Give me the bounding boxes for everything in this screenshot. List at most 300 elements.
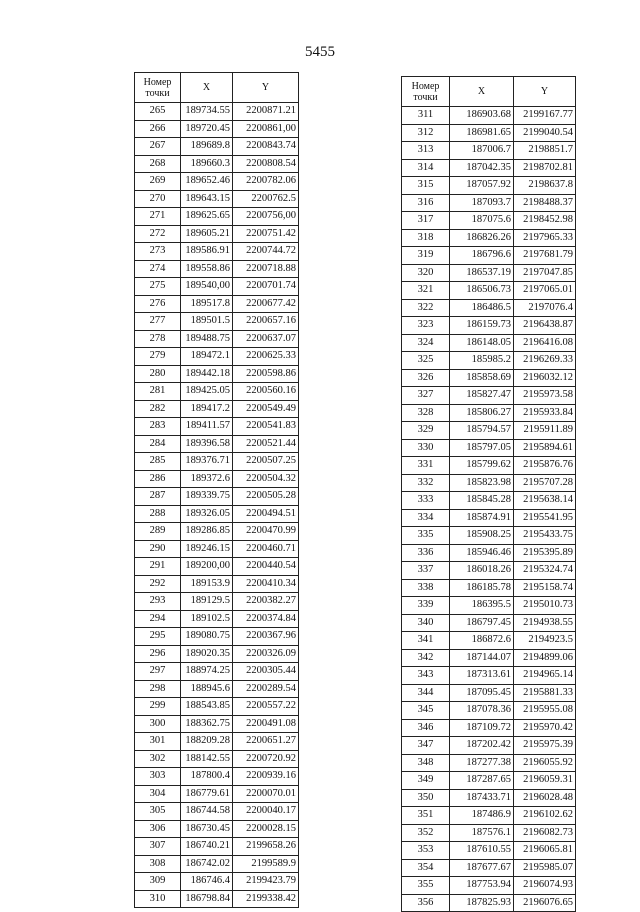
table-row xyxy=(135,453,299,471)
cell-point-number: 266 xyxy=(135,120,181,138)
cell-y: 2200718.88 xyxy=(233,260,299,278)
table-row xyxy=(402,159,576,177)
cell-x: 189396.58 xyxy=(181,435,233,453)
table-row xyxy=(402,107,576,125)
cell-y: 2200756,00 xyxy=(233,208,299,226)
cell-x: 185797.05 xyxy=(450,439,514,457)
cell-y: 2195010.73 xyxy=(514,597,576,615)
cell-x: 187800.4 xyxy=(181,768,233,786)
cell-y: 2199658.26 xyxy=(233,838,299,856)
coordinates-table-right xyxy=(401,76,576,912)
cell-x: 189652.46 xyxy=(181,173,233,191)
cell-y: 2194938.55 xyxy=(514,614,576,632)
cell-point-number: 293 xyxy=(135,593,181,611)
page-number: 5455 xyxy=(305,44,335,60)
cell-point-number: 299 xyxy=(135,698,181,716)
cell-y: 2196102.62 xyxy=(514,807,576,825)
cell-x: 187677.67 xyxy=(450,859,514,877)
table-row xyxy=(135,138,299,156)
table-row xyxy=(135,365,299,383)
cell-y: 2200720.92 xyxy=(233,750,299,768)
table-header-row xyxy=(402,77,576,107)
cell-x: 189425.05 xyxy=(181,383,233,401)
cell-y: 2197965.33 xyxy=(514,229,576,247)
cell-x: 188142.55 xyxy=(181,750,233,768)
cell-point-number: 316 xyxy=(402,194,450,212)
table-row xyxy=(135,855,299,873)
table-row xyxy=(402,842,576,860)
table-row xyxy=(135,750,299,768)
cell-x: 189720.45 xyxy=(181,120,233,138)
table-row xyxy=(402,667,576,685)
cell-x: 186185.78 xyxy=(450,579,514,597)
table-row xyxy=(402,684,576,702)
table-row xyxy=(402,719,576,737)
table-row xyxy=(402,824,576,842)
cell-point-number: 328 xyxy=(402,404,450,422)
cell-point-number: 354 xyxy=(402,859,450,877)
cell-x: 187006.7 xyxy=(450,142,514,160)
cell-y: 2195324.74 xyxy=(514,562,576,580)
cell-x: 185908.25 xyxy=(450,527,514,545)
cell-point-number: 294 xyxy=(135,610,181,628)
table-row xyxy=(402,544,576,562)
table-row xyxy=(135,785,299,803)
cell-y: 2199167.77 xyxy=(514,107,576,125)
cell-point-number: 296 xyxy=(135,645,181,663)
cell-point-number: 277 xyxy=(135,313,181,331)
cell-x: 186018.26 xyxy=(450,562,514,580)
cell-y: 2200557.22 xyxy=(233,698,299,716)
cell-point-number: 350 xyxy=(402,789,450,807)
cell-point-number: 283 xyxy=(135,418,181,436)
cell-x: 187144.07 xyxy=(450,649,514,667)
cell-point-number: 297 xyxy=(135,663,181,681)
cell-x: 187576.1 xyxy=(450,824,514,842)
cell-x: 189326.05 xyxy=(181,505,233,523)
cell-y: 2200560.16 xyxy=(233,383,299,401)
table-row xyxy=(402,737,576,755)
cell-point-number: 348 xyxy=(402,754,450,772)
cell-x: 189501.5 xyxy=(181,313,233,331)
table-row xyxy=(135,225,299,243)
cell-y: 2200625.33 xyxy=(233,348,299,366)
cell-y: 2195881.33 xyxy=(514,684,576,702)
cell-point-number: 347 xyxy=(402,737,450,755)
cell-point-number: 298 xyxy=(135,680,181,698)
cell-x: 186395.5 xyxy=(450,597,514,615)
cell-y: 2200657.16 xyxy=(233,313,299,331)
cell-x: 185827.47 xyxy=(450,387,514,405)
cell-x: 186746.4 xyxy=(181,873,233,891)
cell-y: 2200028.15 xyxy=(233,820,299,838)
table-row xyxy=(402,649,576,667)
cell-point-number: 301 xyxy=(135,733,181,751)
cell-point-number: 313 xyxy=(402,142,450,160)
cell-x: 185985.2 xyxy=(450,352,514,370)
cell-y: 2200677.42 xyxy=(233,295,299,313)
cell-point-number: 278 xyxy=(135,330,181,348)
table-row xyxy=(135,505,299,523)
table-row xyxy=(402,894,576,912)
table-row xyxy=(402,387,576,405)
cell-point-number: 321 xyxy=(402,282,450,300)
cell-y: 2198851.7 xyxy=(514,142,576,160)
table-row xyxy=(402,702,576,720)
cell-x: 187078.36 xyxy=(450,702,514,720)
cell-x: 189488.75 xyxy=(181,330,233,348)
cell-y: 2195638.14 xyxy=(514,492,576,510)
cell-point-number: 343 xyxy=(402,667,450,685)
cell-x: 189472.1 xyxy=(181,348,233,366)
cell-point-number: 310 xyxy=(135,890,181,908)
cell-x: 185858.69 xyxy=(450,369,514,387)
cell-point-number: 352 xyxy=(402,824,450,842)
table-row xyxy=(135,838,299,856)
cell-y: 2198637.8 xyxy=(514,177,576,195)
cell-y: 2196082.73 xyxy=(514,824,576,842)
cell-y: 2195541.95 xyxy=(514,509,576,527)
cell-y: 2200701.74 xyxy=(233,278,299,296)
table-row xyxy=(402,124,576,142)
cell-y: 2195975.39 xyxy=(514,737,576,755)
cell-point-number: 274 xyxy=(135,260,181,278)
cell-point-number: 329 xyxy=(402,422,450,440)
table-row xyxy=(402,632,576,650)
cell-y: 2196074.93 xyxy=(514,877,576,895)
table-row xyxy=(402,877,576,895)
cell-point-number: 327 xyxy=(402,387,450,405)
cell-point-number: 315 xyxy=(402,177,450,195)
cell-point-number: 342 xyxy=(402,649,450,667)
cell-y: 2200651.27 xyxy=(233,733,299,751)
cell-point-number: 308 xyxy=(135,855,181,873)
table-row xyxy=(135,768,299,786)
cell-x: 187610.55 xyxy=(450,842,514,860)
cell-point-number: 305 xyxy=(135,803,181,821)
cell-y: 2200070.01 xyxy=(233,785,299,803)
table-row xyxy=(402,527,576,545)
cell-y: 2200541.83 xyxy=(233,418,299,436)
cell-y: 2200470.99 xyxy=(233,523,299,541)
cell-point-number: 287 xyxy=(135,488,181,506)
cell-y: 2196416.08 xyxy=(514,334,576,352)
cell-y: 2196438.87 xyxy=(514,317,576,335)
table-row xyxy=(402,614,576,632)
cell-point-number: 337 xyxy=(402,562,450,580)
cell-y: 2194965.14 xyxy=(514,667,576,685)
cell-point-number: 355 xyxy=(402,877,450,895)
cell-point-number: 356 xyxy=(402,894,450,912)
cell-x: 188945.6 xyxy=(181,680,233,698)
cell-x: 189102.5 xyxy=(181,610,233,628)
table-row xyxy=(135,120,299,138)
cell-x: 186796.6 xyxy=(450,247,514,265)
cell-point-number: 307 xyxy=(135,838,181,856)
cell-y: 2200410.34 xyxy=(233,575,299,593)
cell-x: 186826.26 xyxy=(450,229,514,247)
cell-y: 2195985.07 xyxy=(514,859,576,877)
cell-point-number: 285 xyxy=(135,453,181,471)
cell-point-number: 269 xyxy=(135,173,181,191)
cell-x: 189605.21 xyxy=(181,225,233,243)
cell-x: 186744.58 xyxy=(181,803,233,821)
cell-y: 2200507.25 xyxy=(233,453,299,471)
table-row xyxy=(135,295,299,313)
cell-x: 187095.45 xyxy=(450,684,514,702)
header-y: Y xyxy=(233,73,299,103)
cell-x: 186903.68 xyxy=(450,107,514,125)
cell-point-number: 273 xyxy=(135,243,181,261)
cell-y: 2196269.33 xyxy=(514,352,576,370)
table-row xyxy=(135,540,299,558)
cell-x: 189558.86 xyxy=(181,260,233,278)
cell-y: 2198702.81 xyxy=(514,159,576,177)
cell-point-number: 326 xyxy=(402,369,450,387)
table-row xyxy=(135,383,299,401)
cell-y: 2200382.27 xyxy=(233,593,299,611)
cell-x: 186779.61 xyxy=(181,785,233,803)
table-row xyxy=(135,628,299,646)
cell-point-number: 325 xyxy=(402,352,450,370)
cell-x: 187093.7 xyxy=(450,194,514,212)
table-row xyxy=(402,789,576,807)
cell-y: 2199338.42 xyxy=(233,890,299,908)
table-row xyxy=(402,859,576,877)
cell-x: 189689.8 xyxy=(181,138,233,156)
table-row xyxy=(135,715,299,733)
cell-y: 2195911.89 xyxy=(514,422,576,440)
cell-y: 2195876.76 xyxy=(514,457,576,475)
cell-y: 2195894.61 xyxy=(514,439,576,457)
table-row xyxy=(135,733,299,751)
cell-point-number: 353 xyxy=(402,842,450,860)
header-x: X xyxy=(450,77,514,107)
cell-x: 186798.84 xyxy=(181,890,233,908)
cell-y: 2196028.48 xyxy=(514,789,576,807)
table-row xyxy=(402,177,576,195)
cell-point-number: 333 xyxy=(402,492,450,510)
cell-point-number: 317 xyxy=(402,212,450,230)
cell-y: 2198488.37 xyxy=(514,194,576,212)
cell-x: 187486.9 xyxy=(450,807,514,825)
cell-x: 188362.75 xyxy=(181,715,233,733)
cell-point-number: 324 xyxy=(402,334,450,352)
cell-point-number: 271 xyxy=(135,208,181,226)
table-row xyxy=(135,260,299,278)
table-row xyxy=(135,348,299,366)
cell-point-number: 341 xyxy=(402,632,450,650)
cell-x: 189660.3 xyxy=(181,155,233,173)
table-row xyxy=(402,369,576,387)
cell-point-number: 279 xyxy=(135,348,181,366)
table-row xyxy=(402,807,576,825)
cell-x: 188209.28 xyxy=(181,733,233,751)
cell-y: 2194899.06 xyxy=(514,649,576,667)
cell-y: 2196065.81 xyxy=(514,842,576,860)
table-row xyxy=(135,873,299,891)
table-row xyxy=(402,422,576,440)
cell-x: 186159.73 xyxy=(450,317,514,335)
table-row xyxy=(135,698,299,716)
cell-x: 187313.61 xyxy=(450,667,514,685)
cell-point-number: 335 xyxy=(402,527,450,545)
cell-point-number: 339 xyxy=(402,597,450,615)
cell-point-number: 345 xyxy=(402,702,450,720)
cell-point-number: 303 xyxy=(135,768,181,786)
cell-point-number: 282 xyxy=(135,400,181,418)
cell-point-number: 265 xyxy=(135,103,181,121)
table-row xyxy=(402,229,576,247)
table-header-row xyxy=(135,73,299,103)
table-row xyxy=(135,610,299,628)
table-row xyxy=(402,264,576,282)
cell-x: 186730.45 xyxy=(181,820,233,838)
cell-point-number: 292 xyxy=(135,575,181,593)
cell-x: 188974.25 xyxy=(181,663,233,681)
table-row xyxy=(402,772,576,790)
cell-y: 2195158.74 xyxy=(514,579,576,597)
cell-x: 187287.65 xyxy=(450,772,514,790)
header-point-number: Номер точки xyxy=(135,73,181,103)
table-row xyxy=(135,330,299,348)
cell-y: 2200782.06 xyxy=(233,173,299,191)
table-row xyxy=(135,173,299,191)
cell-point-number: 349 xyxy=(402,772,450,790)
cell-x: 185823.98 xyxy=(450,474,514,492)
cell-x: 186797.45 xyxy=(450,614,514,632)
cell-point-number: 290 xyxy=(135,540,181,558)
cell-point-number: 336 xyxy=(402,544,450,562)
cell-x: 185799.62 xyxy=(450,457,514,475)
table-row xyxy=(402,457,576,475)
cell-y: 2200871.21 xyxy=(233,103,299,121)
cell-y: 2197065.01 xyxy=(514,282,576,300)
cell-point-number: 272 xyxy=(135,225,181,243)
cell-point-number: 340 xyxy=(402,614,450,632)
table-row xyxy=(402,754,576,772)
cell-x: 189200,00 xyxy=(181,558,233,576)
cell-point-number: 344 xyxy=(402,684,450,702)
cell-x: 189734.55 xyxy=(181,103,233,121)
cell-y: 2200939.16 xyxy=(233,768,299,786)
cell-y: 2200440.54 xyxy=(233,558,299,576)
cell-point-number: 291 xyxy=(135,558,181,576)
cell-y: 2198452.98 xyxy=(514,212,576,230)
cell-y: 2195933.84 xyxy=(514,404,576,422)
cell-point-number: 286 xyxy=(135,470,181,488)
cell-x: 189517.8 xyxy=(181,295,233,313)
table-row xyxy=(135,418,299,436)
cell-point-number: 330 xyxy=(402,439,450,457)
cell-point-number: 288 xyxy=(135,505,181,523)
cell-y: 2195395.89 xyxy=(514,544,576,562)
cell-x: 187277.38 xyxy=(450,754,514,772)
cell-y: 2200367.96 xyxy=(233,628,299,646)
cell-y: 2200521.44 xyxy=(233,435,299,453)
table-body-right xyxy=(402,107,576,912)
table-row xyxy=(135,400,299,418)
cell-x: 187202.42 xyxy=(450,737,514,755)
table-row xyxy=(402,579,576,597)
cell-y: 2200598.86 xyxy=(233,365,299,383)
cell-point-number: 281 xyxy=(135,383,181,401)
cell-x: 189286.85 xyxy=(181,523,233,541)
cell-y: 2194923.5 xyxy=(514,632,576,650)
coordinates-table-left xyxy=(134,72,299,908)
cell-point-number: 312 xyxy=(402,124,450,142)
cell-x: 189376.71 xyxy=(181,453,233,471)
table-row xyxy=(135,575,299,593)
cell-point-number: 284 xyxy=(135,435,181,453)
table-row xyxy=(135,470,299,488)
table-row xyxy=(135,243,299,261)
cell-x: 189442.18 xyxy=(181,365,233,383)
cell-point-number: 267 xyxy=(135,138,181,156)
cell-y: 2200494.51 xyxy=(233,505,299,523)
table-row xyxy=(135,208,299,226)
cell-x: 189080.75 xyxy=(181,628,233,646)
table-row xyxy=(135,558,299,576)
table-row xyxy=(135,663,299,681)
cell-point-number: 338 xyxy=(402,579,450,597)
cell-y: 2200289.54 xyxy=(233,680,299,698)
cell-y: 2196059.31 xyxy=(514,772,576,790)
cell-point-number: 318 xyxy=(402,229,450,247)
cell-point-number: 300 xyxy=(135,715,181,733)
cell-x: 186742.02 xyxy=(181,855,233,873)
table-row xyxy=(402,282,576,300)
table-row xyxy=(135,313,299,331)
cell-x: 187042.35 xyxy=(450,159,514,177)
cell-point-number: 351 xyxy=(402,807,450,825)
cell-y: 2200843.74 xyxy=(233,138,299,156)
cell-point-number: 306 xyxy=(135,820,181,838)
cell-y: 2197076.4 xyxy=(514,299,576,317)
cell-x: 187075.6 xyxy=(450,212,514,230)
cell-x: 185806.27 xyxy=(450,404,514,422)
cell-x: 187753.94 xyxy=(450,877,514,895)
header-y: Y xyxy=(514,77,576,107)
cell-point-number: 323 xyxy=(402,317,450,335)
cell-x: 189417.2 xyxy=(181,400,233,418)
cell-y: 2200326.09 xyxy=(233,645,299,663)
table-row xyxy=(402,404,576,422)
cell-point-number: 309 xyxy=(135,873,181,891)
cell-y: 2200040.17 xyxy=(233,803,299,821)
cell-x: 189586.91 xyxy=(181,243,233,261)
table-row xyxy=(402,439,576,457)
table-row xyxy=(402,247,576,265)
cell-x: 187825.93 xyxy=(450,894,514,912)
table-row xyxy=(135,278,299,296)
table-row xyxy=(402,562,576,580)
cell-y: 2197681.79 xyxy=(514,247,576,265)
cell-x: 189153.9 xyxy=(181,575,233,593)
header-point-number: Номер точки xyxy=(402,77,450,107)
table-row xyxy=(135,103,299,121)
cell-point-number: 268 xyxy=(135,155,181,173)
cell-x: 189246.15 xyxy=(181,540,233,558)
cell-point-number: 311 xyxy=(402,107,450,125)
header-x: X xyxy=(181,73,233,103)
cell-point-number: 280 xyxy=(135,365,181,383)
table-row xyxy=(135,593,299,611)
cell-x: 189411.57 xyxy=(181,418,233,436)
cell-y: 2196076.65 xyxy=(514,894,576,912)
cell-x: 186486.5 xyxy=(450,299,514,317)
table-row xyxy=(135,680,299,698)
